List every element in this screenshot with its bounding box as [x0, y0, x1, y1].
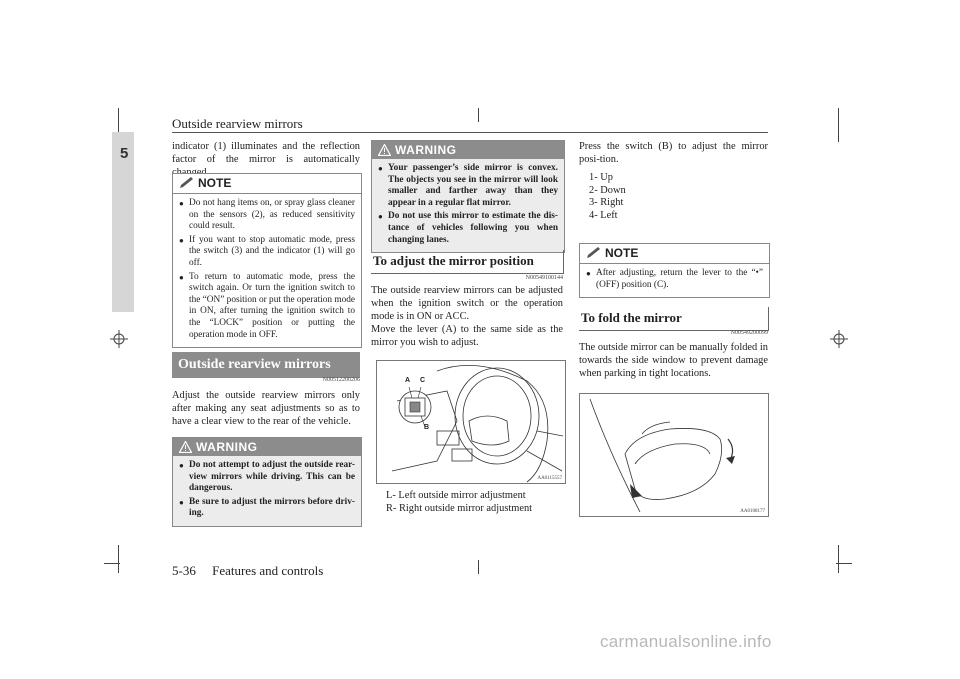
paragraph: The outside rearview mirrors can be adjusted when the ignition switch or the operation mode is in ON or ACC. — [371, 285, 563, 322]
warning-triangle-icon — [179, 441, 192, 453]
figure-code: AA0108177 — [740, 509, 765, 514]
figure-code: AA0115557 — [537, 476, 562, 481]
subsection-title: To fold the mirror — [579, 307, 769, 331]
mirror-switch-illustration — [376, 360, 566, 484]
paragraph: Press the switch (B) to adjust the mirror posi-tion. — [579, 141, 768, 165]
note-item: ● To return to automatic mode, press the switch again. Or turn the ignition switch to the “ON” position or put the operation mode in ON, after turning the ignition switch to the “LOCK” position or putting the operation mode in OFF. — [179, 272, 355, 342]
note-box — [172, 173, 362, 348]
warning-label: WARNING — [395, 143, 457, 157]
warning-item: ● Do not use this mirror to estimate the dis-tance of vehicles following you when changing lanes. — [378, 211, 558, 246]
crop-mark — [838, 108, 839, 142]
direction-item: 2- Down — [589, 184, 626, 196]
note-item: ● After adjusting, return the lever to the “•” (OFF) position (C). — [586, 268, 763, 291]
note-pen-icon — [586, 247, 602, 259]
crop-mark — [118, 545, 119, 573]
paragraph: Move the lever (A) to the same side as the mirror you wish to adjust. — [371, 324, 563, 348]
registration-mark — [110, 330, 128, 348]
direction-list — [589, 172, 709, 222]
crop-mark — [836, 563, 852, 564]
mirror-drawing — [580, 394, 768, 516]
legend-item: L- Left outside mirror adjustment — [386, 490, 526, 501]
section-text: Adjust the outside rearview mirrors only after making any seat adjustments so as to have a clear view to the rear of the vehicle. — [172, 390, 360, 427]
crop-mark — [838, 545, 839, 573]
registration-mark — [830, 330, 848, 348]
legend-item: R- Right outside mirror adjustment — [386, 502, 533, 514]
note-header — [173, 174, 361, 194]
warning-header — [173, 438, 361, 456]
footer-section: Features and controls — [212, 563, 324, 578]
warning-box — [172, 437, 362, 527]
direction-item: 3- Right — [589, 197, 624, 209]
subsection-code: N00549200099 — [730, 330, 768, 336]
page-footer — [172, 563, 323, 579]
figure-label-a: A — [405, 377, 411, 384]
direction-item: 4- Left — [589, 209, 618, 221]
watermark: carmanualsonline.info — [600, 632, 772, 651]
fold-mirror-illustration — [579, 393, 769, 517]
subsection-title: To adjust the mirror position — [371, 250, 564, 274]
note-label: NOTE — [605, 246, 639, 260]
figure-label-b: B — [424, 424, 430, 431]
note-item: ● Do not hang items on, or spray glass cleaner on the sensors (2), as reduced sensitivity could result. — [179, 198, 355, 233]
warning-box — [371, 140, 565, 253]
crop-mark — [104, 563, 120, 564]
note-item: ● If you want to stop automatic mode, press the switch (3) and the indicator (1) will go off. — [179, 235, 355, 270]
page-number: 5-36 — [172, 563, 196, 578]
section-code: N00512200206 — [322, 377, 360, 383]
note-box — [579, 243, 770, 298]
chapter-number: 5 — [120, 145, 129, 162]
direction-item: 1- Up — [589, 172, 613, 183]
section-title: Outside rearview mirrors — [172, 352, 360, 378]
crop-mark — [478, 108, 479, 122]
note-pen-icon — [179, 177, 195, 189]
warning-label: WARNING — [196, 440, 258, 454]
figure-legend — [386, 490, 566, 515]
crop-mark — [478, 560, 479, 574]
warning-header — [372, 141, 564, 159]
warning-item: ● Your passenger’s side mirror is convex. The objects you see in the mirror will look smaller and farther away than they appear in a regular flat mirror. — [378, 163, 558, 209]
header-rule — [172, 132, 768, 133]
paragraph: The outside mirror can be manually folded in towards the side window to prevent damage when parking in tight locations. — [579, 342, 768, 379]
warning-item: ● Be sure to adjust the mirrors before driv-ing. — [179, 497, 355, 520]
warning-triangle-icon — [378, 144, 391, 156]
intro-text: indicator (1) illuminates and the reflection factor of the mirror is automatically — [172, 141, 360, 165]
subsection-code: N00549100144 — [525, 275, 563, 281]
warning-item: ● Do not attempt to adjust the outside rear-view mirrors while driving. This can be dangerous. — [179, 460, 355, 495]
figure-label-c: C — [420, 377, 426, 384]
note-label: NOTE — [198, 176, 232, 190]
page-header: Outside rearview mirrors — [172, 116, 303, 131]
note-header — [580, 244, 769, 264]
